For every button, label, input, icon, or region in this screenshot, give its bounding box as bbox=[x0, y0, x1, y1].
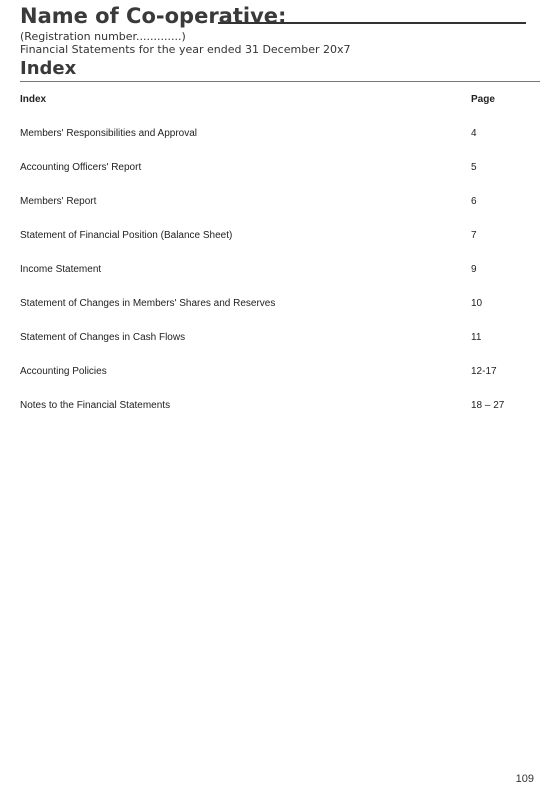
toc-entry-label: Notes to the Financial Statements bbox=[20, 400, 171, 411]
toc-row bbox=[20, 400, 540, 434]
toc-row bbox=[20, 264, 540, 298]
toc-entry-page: 18 – 27 bbox=[471, 400, 505, 411]
toc-row bbox=[20, 366, 540, 400]
toc-entry-page: 10 bbox=[471, 298, 483, 309]
toc-header-row bbox=[20, 94, 540, 128]
toc-column-index: Index bbox=[20, 94, 47, 105]
financial-statements-subtitle: Financial Statements for the year ended 31 December 20x7 bbox=[20, 43, 351, 56]
toc-entry-label: Statement of Changes in Members' Shares and Reserves bbox=[20, 298, 276, 309]
toc-row bbox=[20, 332, 540, 366]
page-number: 109 bbox=[515, 773, 534, 785]
toc-column-page: Page bbox=[471, 94, 495, 105]
toc-entry-label: Accounting Officers' Report bbox=[20, 162, 142, 173]
registration-number-line: (Registration number.............) bbox=[20, 30, 186, 43]
cooperative-name-blank-line bbox=[218, 22, 526, 24]
table-of-contents bbox=[20, 94, 540, 434]
toc-row bbox=[20, 162, 540, 196]
toc-entry-label: Statement of Changes in Cash Flows bbox=[20, 332, 186, 343]
toc-row bbox=[20, 230, 540, 264]
index-heading: Index bbox=[20, 58, 77, 79]
toc-entry-page: 6 bbox=[471, 196, 477, 207]
toc-entry-label: Members' Responsibilities and Approval bbox=[20, 128, 197, 139]
cooperative-name-label: Name of Co-operative: bbox=[20, 4, 287, 28]
toc-entry-page: 5 bbox=[471, 162, 477, 173]
toc-entry-label: Accounting Policies bbox=[20, 366, 107, 377]
toc-entry-page: 4 bbox=[471, 128, 477, 139]
toc-entry-page: 12-17 bbox=[471, 366, 497, 377]
toc-entry-label: Statement of Financial Position (Balance Sheet) bbox=[20, 230, 233, 241]
toc-row bbox=[20, 196, 540, 230]
toc-row bbox=[20, 298, 540, 332]
toc-row bbox=[20, 128, 540, 162]
toc-entry-label: Members' Report bbox=[20, 196, 97, 207]
toc-entry-page: 7 bbox=[471, 230, 477, 241]
toc-entry-page: 11 bbox=[471, 332, 482, 343]
toc-entry-page: 9 bbox=[471, 264, 477, 275]
heading-divider bbox=[20, 81, 540, 82]
toc-entry-label: Income Statement bbox=[20, 264, 102, 275]
